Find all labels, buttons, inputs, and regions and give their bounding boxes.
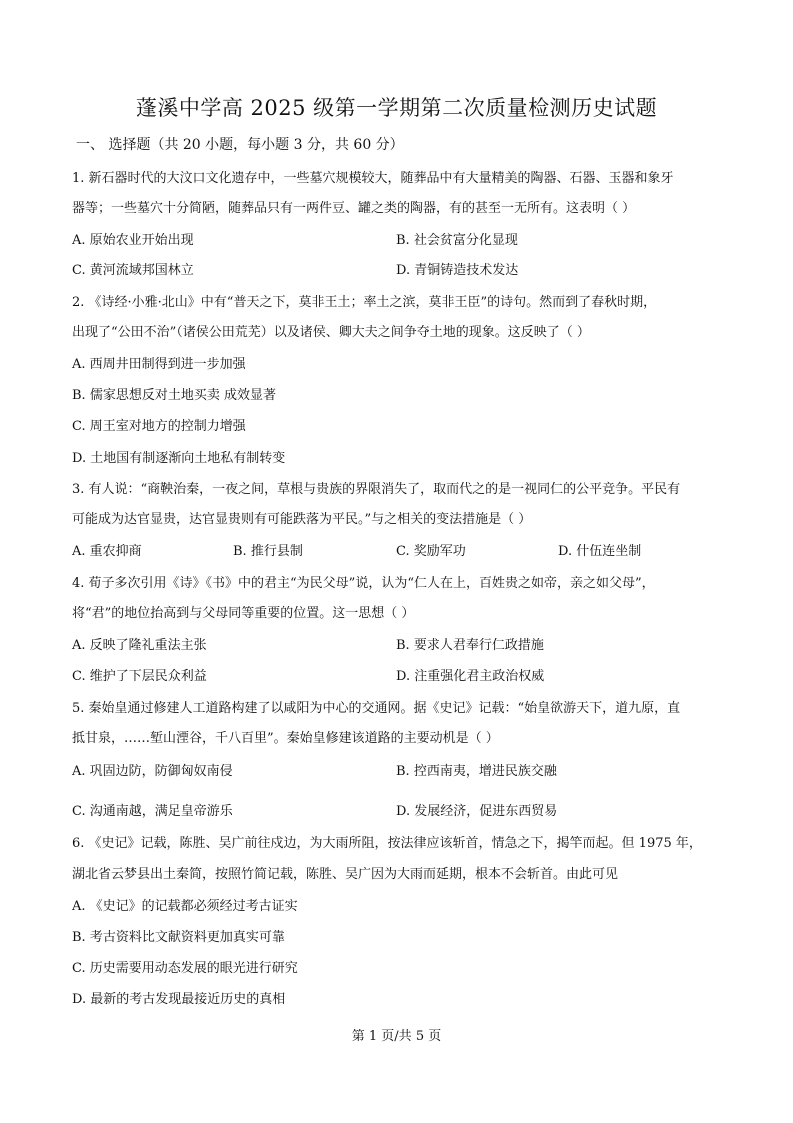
question-1-stem-line-2: 器等；一些墓穴十分简陋，随葬品只有一两件豆、罐之类的陶器，有的甚至一无所有。这表明（ ）: [72, 201, 636, 216]
question-3-option-d: D. 什伍连坐制: [558, 544, 642, 559]
question-6-stem-line-2: 湖北省云梦县出土秦简，按照竹简记载，陈胜、吴广因为大雨而延期，根本不会斩首。由此可见: [72, 867, 619, 882]
question-4-option-b: B. 要求人君奉行仁政措施: [396, 638, 544, 653]
question-3-option-a: A. 重农抑商: [72, 544, 142, 559]
question-6-option-a: A. 《史记》的记载都必须经过考古证实: [72, 899, 298, 914]
question-4-stem-line-2: 将“君”的地位抬高到与父母同等重要的位置。这一思想（ ）: [72, 606, 415, 621]
question-5-option-a: A. 巩固边防，防御匈奴南侵: [72, 764, 233, 779]
section-heading: 一、 选择题（共 20 小题，每小题 3 分，共 60 分）: [76, 137, 404, 153]
question-2-option-c: C. 周王室对地方的控制力增强: [72, 419, 246, 434]
question-6-option-c: C. 历史需要用动态发展的眼光进行研究: [72, 961, 298, 976]
question-3-option-c: C. 奖励军功: [396, 544, 466, 559]
question-4-stem-line-1: 4. 荀子多次引用《诗》《书》中的君主“为民父母”说，认为“仁人在上，百姓贵之如帝，亲之如父母”，: [72, 576, 655, 591]
question-1-option-c: C. 黄河流域邦国林立: [72, 263, 194, 278]
question-1-stem-line-1: 1. 新石器时代的大汶口文化遗存中，一些墓穴规模较大，随葬品中有大量精美的陶器、石器、玉器和象牙: [72, 171, 674, 186]
question-2-option-b: B. 儒家思想反对土地买卖 成效显著: [72, 388, 276, 403]
question-1-option-a: A. 原始农业开始出现: [72, 233, 194, 248]
question-5-option-d: D. 发展经济，促进东西贸易: [396, 804, 558, 819]
question-3-stem-line-2: 可能成为达官显贵，达官显贵则有可能跌落为平民。”与之相关的变法措施是（ ）: [72, 512, 532, 527]
question-2-option-d: D. 土地国有制逐渐向土地私有制转变: [72, 451, 286, 466]
question-5-stem-line-1: 5. 秦始皇通过修建人工道路构建了以咸阳为中心的交通网。据《史记》记载：“始皇欲游天下，道九原，直: [72, 701, 681, 716]
question-3-stem-line-1: 3. 有人说：“商鞅治秦，一夜之间，草根与贵族的界限消失了，取而代之的是一视同仁的公平竞争。平民有: [72, 482, 681, 497]
question-6-stem-line-1: 6. 《史记》记载，陈胜、吴广前往戍边，为大雨所阻，按法律应该斩首，情急之下，揭竿而起。但 1975 年，: [72, 836, 702, 851]
question-4-option-a: A. 反映了隆礼重法主张: [72, 638, 207, 653]
question-5-option-b: B. 控西南夷，增进民族交融: [396, 764, 557, 779]
question-1-option-b: B. 社会贫富分化显现: [396, 233, 518, 248]
question-1-option-d: D. 青铜铸造技术发达: [396, 263, 519, 278]
question-4-option-c: C. 维护了下层民众利益: [72, 669, 207, 684]
question-2-stem-line-2: 出现了“公田不治”（诸侯公田荒芜）以及诸侯、卿大夫之间争夺土地的现象。这反映了（ ）: [72, 325, 590, 340]
page-number-footer: 第 1 页/共 5 页: [351, 1029, 442, 1044]
question-6-option-b: B. 考古资料比文献资料更加真实可靠: [72, 930, 285, 945]
question-6-option-d: D. 最新的考古发现最接近历史的真相: [72, 992, 286, 1007]
page-title: 蓬溪中学高 2025 级第一学期第二次质量检测历史试题: [135, 96, 658, 120]
question-5-stem-line-2: 抵甘泉，……堑山湮谷，千八百里”。秦始皇修建该道路的主要动机是（ ）: [72, 731, 499, 746]
question-3-option-b: B. 推行县制: [233, 544, 303, 559]
question-5-option-c: C. 沟通南越，满足皇帝游乐: [72, 804, 233, 819]
question-2-stem-line-1: 2. 《诗经·小雅·北山》中有“普天之下，莫非王土；率土之滨，莫非王臣”的诗句。然而到了春秋时期，: [72, 295, 657, 310]
question-4-option-d: D. 注重强化君主政治权威: [396, 669, 545, 684]
question-2-option-a: A. 西周井田制得到进一步加强: [72, 357, 246, 372]
